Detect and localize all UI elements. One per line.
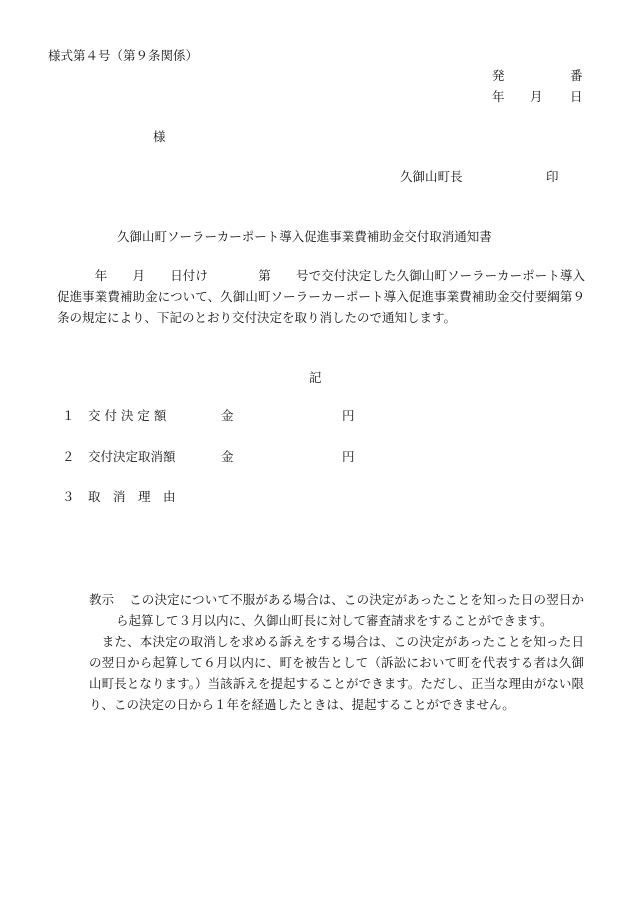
issue-number-label: 発: [492, 68, 505, 83]
instruction-block: [62, 589, 584, 715]
issue-number-suffix: 番: [570, 68, 583, 83]
issue-date-year: 年: [492, 89, 505, 104]
body-text: [57, 265, 585, 328]
kigou: 記: [309, 370, 322, 385]
issue-date-day: 日: [570, 89, 583, 104]
issue-date-month: 月: [530, 89, 543, 104]
currency-prefix: 金: [221, 449, 234, 464]
currency-prefix: 金: [221, 408, 234, 423]
instruction-paragraph-2: また、本決定の取消しを求める訴えをする場合は、この決定があったことを知った日の翌日から起算して６月以内に、町を被告として（訴訟において町を代表する者は久御山町長となります。）当該訴えを提起することができます。ただし、正当な理由がない限り、この決定の日から１年を経過したときは、提起することができません。: [89, 634, 584, 712]
currency-suffix: 円: [342, 449, 355, 464]
body-paragraph: 年 月 日付け 第 号で交付決定した久御山町ソーラーカーポート導入促進事業費補助金について、久御山町ソーラーカーポート導入促進事業費補助金交付要綱第９条の規定により、下記のとおり交付決定を取り消したので通知します。: [57, 268, 585, 325]
item-number: ３: [62, 489, 75, 504]
item-label: 取 消 理 由: [88, 489, 176, 504]
instruction-paragraph-1: [89, 589, 584, 631]
item-label: 交 付 決 定 額: [88, 408, 167, 423]
instruction-text-1: この決定について不服がある場合は、この決定があったことを知った日の翌日から起算して３月以内に、久御山町長に対して審査請求をすることができます。: [116, 592, 584, 628]
instruction-heading: 教示: [89, 592, 115, 607]
issuer-seal: 印: [546, 169, 559, 184]
item-number: ２: [62, 449, 75, 464]
addressee: 様: [153, 129, 166, 144]
form-number: 様式第４号（第９条関係）: [48, 48, 199, 63]
issuer-name: 久御山町長: [400, 169, 463, 184]
item-label: 交付決定取消額: [88, 449, 176, 464]
currency-suffix: 円: [342, 408, 355, 423]
item-number: １: [62, 408, 75, 423]
document-title: 久御山町ソーラーカーポート導入促進事業費補助金交付取消通知書: [117, 229, 492, 244]
